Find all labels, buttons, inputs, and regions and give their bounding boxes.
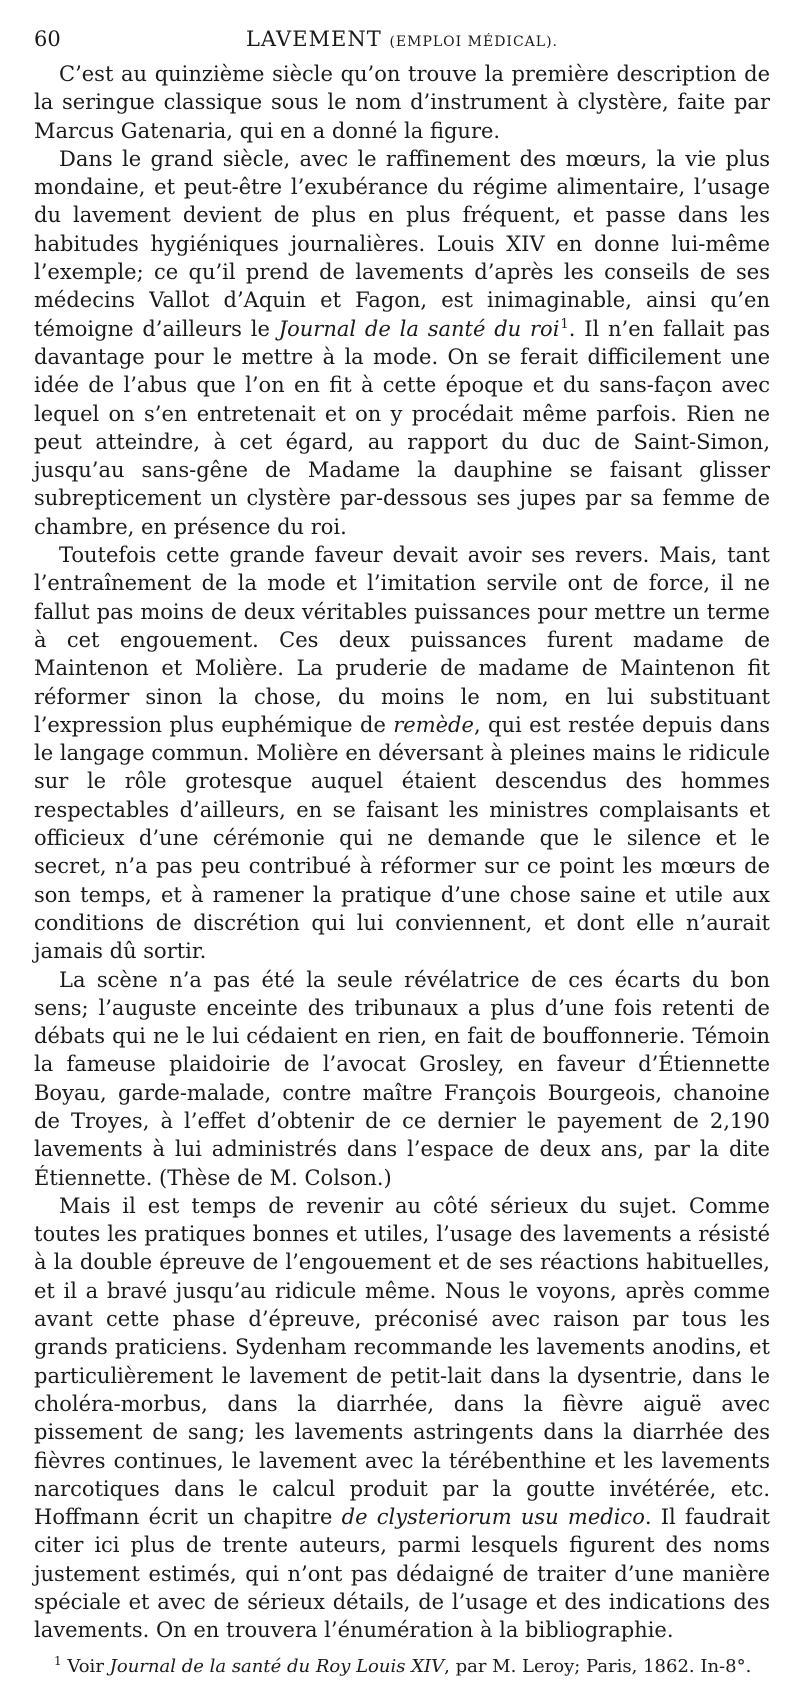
paragraph-1	[34, 60, 770, 145]
paragraph-text: La scène n’a pas été la seule révélatrice de ces écarts du bon sens; l’auguste enceinte des tribunaux a plus d’une fois retenti de débats qui ne le lui cédaient en rien, en fait de bouffonnerie. Témoin la fameuse plaidoirie de l’avocat Grosley, en faveur d’Étiennette Boyau, garde-malade, contre maître François Bourgeois, chanoine de Troyes, à l’effet d’obtenir de ce dernier le payement de 2,190 lavements à lui administrés dans l’espace de deux ans, par la dite Étiennette. (Thèse de M. Colson.)	[34, 967, 770, 1190]
paragraph-4	[34, 966, 770, 1192]
paragraph-text: Mais il est temps de revenir au côté sérieux du sujet. Comme toutes les pratiques bonnes et utiles, l’usage des lavements a résisté à la double épreuve de l’engouement et de ses réactions habituelles, et il a bravé jusqu’au ridicule même. Nous le voyons, après comme avant cette phase d’épreuve, préconisé avec raison par tous les grands praticiens. Sydenham recommande les lavements anodins, et particulièrement le lavement de petit-lait dans la dysentrie, dans le choléra-morbus, dans la diarrhée, dans la fièvre aiguë avec pissement de sang; les lavements astringents dans la diarrhée des fièvres continues, le lavement avec la térébenthine et les lavements narcotiques dans le calcul produit par la goutte invétérée, etc. Hoffmann écrit un chapitre	[34, 1193, 770, 1530]
footnote-mark: 1	[54, 1653, 62, 1668]
body-text	[34, 60, 770, 1645]
footnote-text: , par M. Leroy; Paris, 1862. In-8°.	[444, 1655, 752, 1677]
footnote-title-italic: Journal de la santé du Roy Louis XIV	[109, 1655, 445, 1677]
paragraph-text: , qui est restée depuis dans le langage commun. Molière en déversant à pleines mains le ridicule sur le rôle grotesque auquel étaient descendus des hommes respectables d’ailleurs, en se faisant les ministres complaisants et officieux d’une cérémonie qui ne demande que le silence et le secret, n’a pas peu contribué à réformer sur ce point les mœurs de son temps, et à ramener la pratique d’une chose saine et utile aux conditions de discrétion qui lui conviennent, et dont elle n’aurait jamais dû sortir.	[34, 712, 770, 964]
paragraph-text: . Il n’en fallait pas davantage pour le mettre à la mode. On se ferait difficilement une idée de l’abus que l’on en fit à cette époque et du sans-façon avec lequel on s’en entretenait et on y procédait même parfois. Rien ne peut atteindre, à cet égard, au rapport du duc de Saint-Simon, jusqu’au sans-gêne de Madame la dauphine se faisant glisser subrepticement un clystère par-dessous ses jupes par sa femme de chambre, en présence du roi.	[34, 316, 770, 539]
paragraph-2	[34, 145, 770, 541]
running-head-title: LAVEMENT	[245, 27, 382, 51]
paragraph-text: Toutefois cette grande faveur devait avoir ses revers. Mais, tant l’entraînement de la mode et l’imitation servile ont de force, il ne fallut pas moins de deux véritables puissances pour mettre un terme à cet engouement. Ces deux puissances furent madame de Maintenon et Molière. La pruderie de madame de Maintenon fit réformer sinon la chose, du moins le nom, en lui substituant l’expression plus euphémique de	[34, 543, 770, 737]
paragraph-text: Dans le grand siècle, avec le raffinement des mœurs, la vie plus mondaine, et peut-être l’exubérance du régime alimentaire, l’usage du lavement devient de plus en plus fréquent, et passe dans les habitudes hygiéniques journalières. Louis XIV en donne lui-même l’exemple; ce qu’il prend de lavements d’après les conseils de ses médecins Vallot d’Aquin et Fagon, est inimaginable, ainsi qu’en témoigne d’ailleurs le	[34, 146, 770, 341]
paragraph-text: . Il faudrait citer ici plus de trente auteurs, parmi lesquels figurent des noms justement estimés, qui n’ont pas dédaigné de traiter d’une manière spéciale et avec de sérieux détails, de l’usage et des indications des lavements. On en trouvera l’énumération à la bibliographie.	[34, 1505, 770, 1643]
paragraph-text: C’est au quinzième siècle qu’on trouve la première description de la seringue classique sous le nom d’instrument à clystère, faite par Marcus Gatenaria, qui en a donné la figure.	[34, 62, 770, 143]
book-page	[34, 24, 770, 1681]
journal-title-italic: Journal de la santé du roi	[278, 316, 560, 341]
hoffmann-title-italic: de clysteriorum usu medico	[341, 1505, 645, 1530]
paragraph-3	[34, 541, 770, 965]
footnote-text: Voir	[67, 1655, 110, 1677]
footnote	[34, 1653, 770, 1681]
running-head-subtitle: (EMPLOI MÉDICAL).	[389, 34, 558, 50]
remede-italic: remède	[393, 712, 474, 737]
page-number: 60	[34, 27, 61, 51]
page-header	[34, 24, 770, 54]
footnote-reference: 1	[560, 316, 569, 332]
paragraph-5	[34, 1192, 770, 1645]
running-head	[34, 24, 770, 57]
